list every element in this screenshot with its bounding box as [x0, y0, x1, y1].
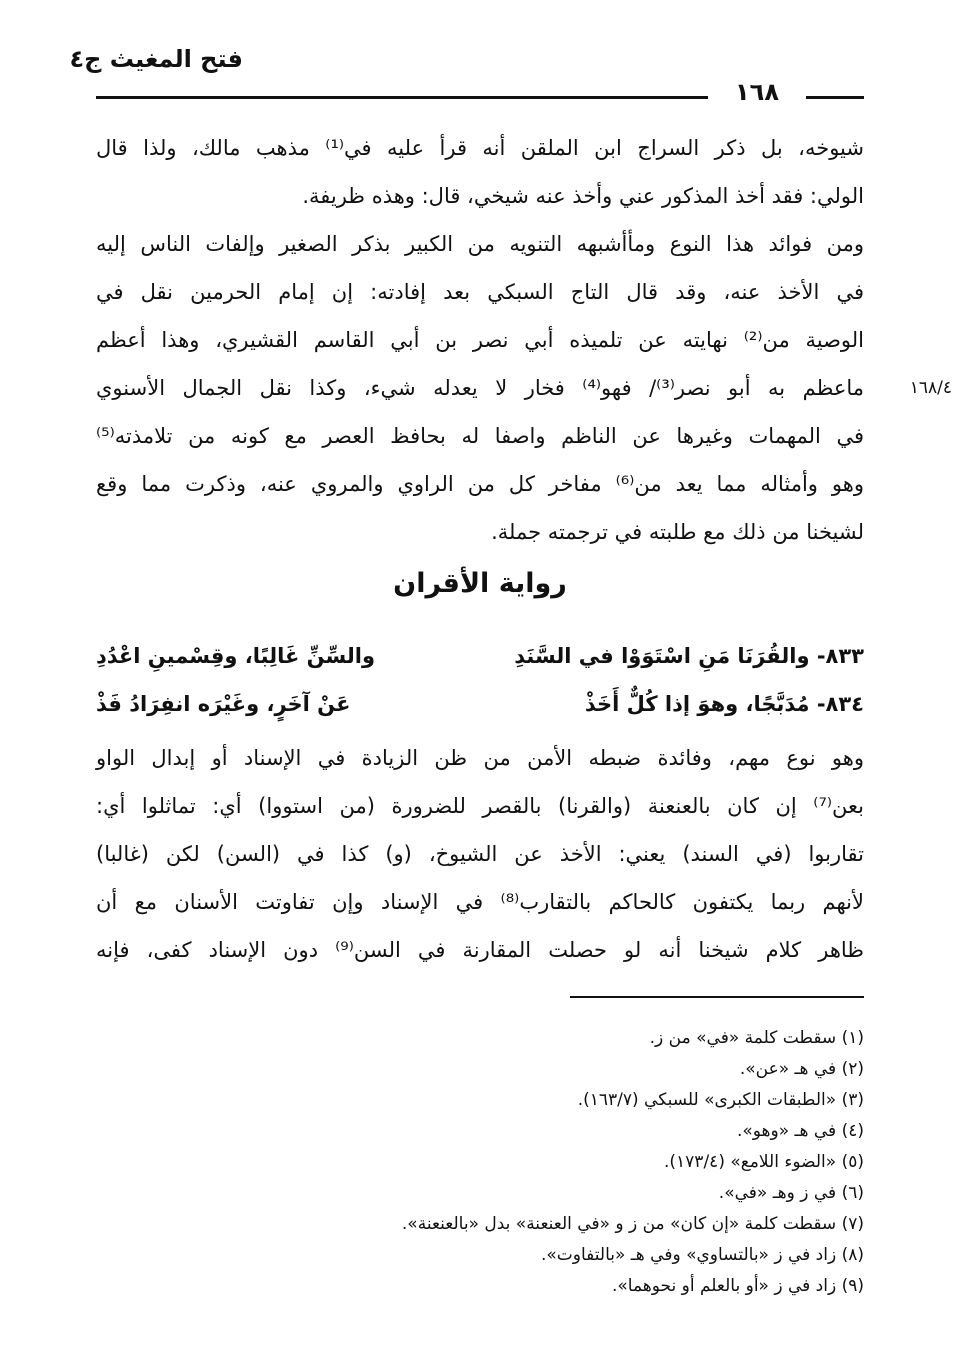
- body-line: وهو نوع مهم، وفائدة ضبطه الأمن من ظن الزيادة في الإسناد أو إبدال الواو: [96, 746, 864, 770]
- running-header-title: فتح المغيث ج٤: [69, 45, 243, 73]
- body-line: لشيخنا من ذلك مع طلبته في ترجمته جملة.: [491, 520, 864, 544]
- body-line: ظاهر كلام شيخنا أنه لو حصلت المقارنة في السن⁽⁹⁾ دون الإسناد كفى، فإنه: [96, 938, 864, 962]
- body-line: بعن⁽⁷⁾ إن كان بالعنعنة (والقرنا) بالقصر للضرورة (من استووا) أي: تماثلوا أي:: [96, 794, 864, 818]
- verse-first-hemistich: ٨٣٤- مُدَبَّجًا، وهوَ إذا كُلٌّ أَخَذْ: [584, 692, 864, 716]
- body-line: ومن فوائد هذا النوع ومأأشبهه التنويه من الكبير بذكر الصغير وإلفات الناس إليه: [96, 232, 864, 256]
- body-line: تقاربوا (في السند) يعني: الأخذ عن الشيوخ، (و) كذا في (السن) لكن (غالبا): [96, 842, 864, 866]
- footnote: (٣) «الطبقات الكبرى» للسبكي (١٦٣/٧).: [577, 1090, 864, 1110]
- verse-second-hemistich: والسِّنِّ غَالِبًا، وقِسْمينِ اعْدُدِ: [96, 644, 376, 668]
- section-heading: رواية الأقران: [393, 568, 567, 599]
- body-line: لأنهم ربما يكتفون كالحاكم بالتقارب⁽⁸⁾ في الإسناد وإن تفاوتت الأسنان مع أن: [96, 890, 864, 914]
- footnote: (٧) سقطت كلمة «إن كان» من ز و «في العنعنة» بدل «بالعنعنة».: [401, 1214, 864, 1234]
- body-line: ماعظم به أبو نصر⁽³⁾/ فهو⁽⁴⁾ فخار لا يعدله شيء، وكذا نقل الجمال الأسنوي: [96, 376, 864, 400]
- header-rule-right: [806, 96, 864, 99]
- body-line: الوصية من⁽²⁾ نهايته عن تلميذه أبي نصر بن أبي القاسم القشيري، وهذا أعظم: [96, 328, 864, 352]
- footnote: (١) سقطت كلمة «في» من ز.: [649, 1028, 864, 1048]
- body-line: وهو وأمثاله مما يعد من⁽⁶⁾ مفاخر كل من الراوي والمروي عنه، وذكرت مما وقع: [96, 472, 864, 496]
- body-line: في الأخذ عنه، وقد قال التاج السبكي بعد إفادته: إن إمام الحرمين نقل في: [96, 280, 864, 304]
- header-rule: [96, 96, 708, 99]
- margin-page-reference: ١٦٨/٤: [909, 378, 952, 398]
- footnote: (٩) زاد في ز «أو بالعلم أو نحوهما».: [611, 1276, 864, 1296]
- page-number: ١٦٨: [735, 78, 779, 106]
- footnote: (٤) في هـ «وهو».: [736, 1121, 864, 1141]
- footnote: (٨) زاد في ز «بالتساوي» وفي هـ «بالتفاوت».: [540, 1245, 864, 1265]
- footnote-separator: [570, 996, 864, 998]
- body-line: شيوخه، بل ذكر السراج ابن الملقن أنه قرأ عليه في⁽¹⁾ مذهب مالك، ولذا قال: [96, 136, 864, 160]
- verse-second-hemistich: عَنْ آخَرٍ، وغَيْرَه انفِرَادُ فَذْ: [96, 692, 351, 716]
- footnote: (٥) «الضوء اللامع» (١٧٣/٤).: [664, 1152, 864, 1172]
- footnote: (٢) في هـ «عن».: [739, 1059, 864, 1079]
- body-line: في المهمات وغيرها عن الناظم واصفا له بحافظ العصر مع كونه من تلامذته⁽⁵⁾: [96, 424, 864, 448]
- footnote: (٦) في ز وهـ «في».: [718, 1183, 864, 1203]
- verse-first-hemistich: ٨٣٣- والقُرَنَا مَنِ اسْتَوَوْا في السَّنَدِ: [514, 644, 864, 668]
- body-line: الولي: فقد أخذ المذكور عني وأخذ عنه شيخي، قال: وهذه ظريفة.: [302, 184, 864, 208]
